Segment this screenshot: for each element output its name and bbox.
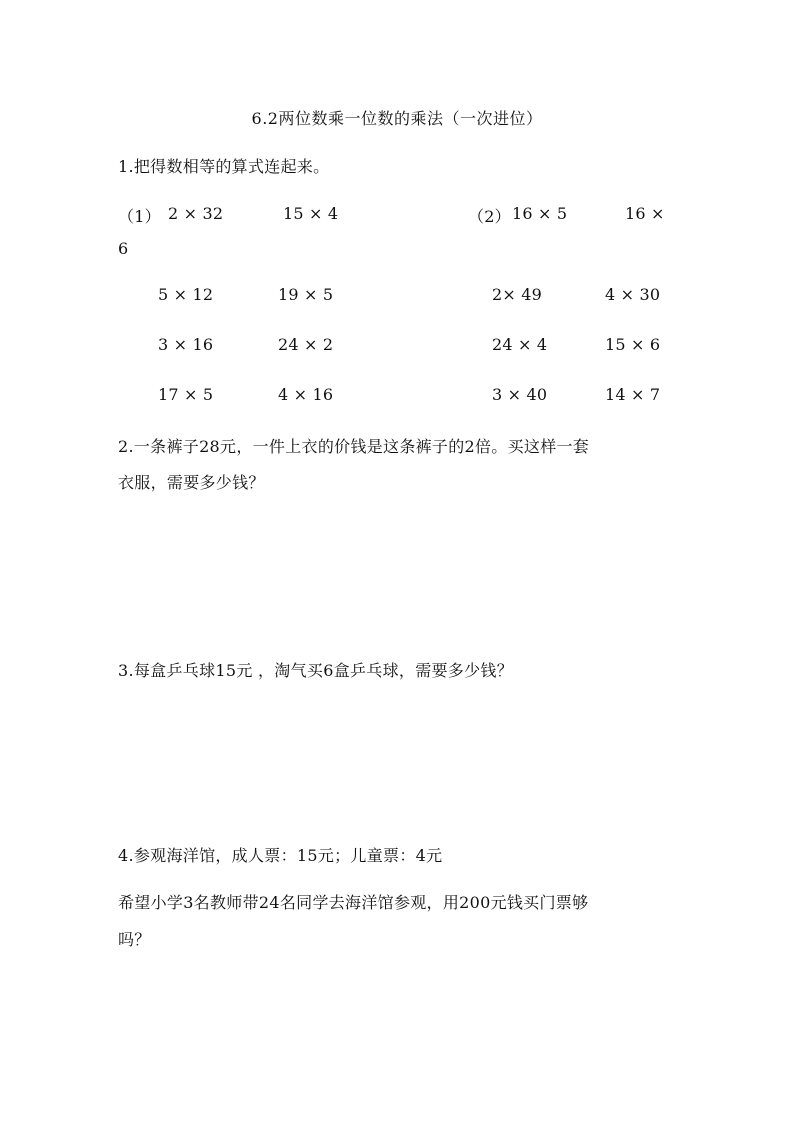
expression-3x40: 3 × 40 bbox=[492, 385, 548, 404]
q1-part2-label: （2） bbox=[468, 207, 511, 226]
expression-24x2: 24 × 2 bbox=[278, 335, 334, 354]
question-4-line-1: 4.参观海洋馆，成人票：15元；儿童票：4元 bbox=[118, 846, 443, 865]
expression-4x30: 4 × 30 bbox=[605, 285, 661, 304]
question-4-line-3: 吗？ bbox=[118, 930, 151, 949]
question-4-line-2: 希望小学3名教师带24名同学去海洋馆参观，用200元钱买门票够 bbox=[118, 893, 589, 912]
expression-3x16: 3 × 16 bbox=[158, 335, 214, 354]
question-2-line-2: 衣服，需要多少钱？ bbox=[118, 473, 265, 492]
expression-15x4: 15 × 4 bbox=[283, 204, 339, 223]
expression-2x32: 2 × 32 bbox=[168, 204, 224, 223]
expression-2x49: 2× 49 bbox=[492, 285, 543, 304]
expression-19x5: 19 × 5 bbox=[278, 285, 334, 304]
expression-5x12: 5 × 12 bbox=[158, 285, 214, 304]
expression-4x16: 4 × 16 bbox=[278, 385, 334, 404]
question-2-line-1: 2.一条裤子28元，一件上衣的价钱是这条裤子的2倍。买这样一套 bbox=[118, 437, 590, 456]
q1-part1-label: （1） bbox=[118, 207, 161, 226]
page-title: 6.2两位数乘一位数的乘法（一次进位） bbox=[251, 109, 543, 128]
expression-14x7: 14 × 7 bbox=[605, 385, 661, 404]
question-3-line-1: 3.每盒乒乓球15元 ，淘气买6盒乒乓球，需要多少钱？ bbox=[118, 661, 513, 680]
expression-17x5: 17 × 5 bbox=[158, 385, 214, 404]
expression-15x6: 15 × 6 bbox=[605, 335, 661, 354]
expression-16x6: 16 × bbox=[625, 204, 665, 223]
expression-16x6-wrap: 6 bbox=[118, 239, 129, 258]
expression-16x5: 16 × 5 bbox=[512, 204, 568, 223]
question-1-prompt: 1.把得数相等的算式连起来。 bbox=[118, 157, 330, 176]
expression-24x4: 24 × 4 bbox=[492, 335, 548, 354]
